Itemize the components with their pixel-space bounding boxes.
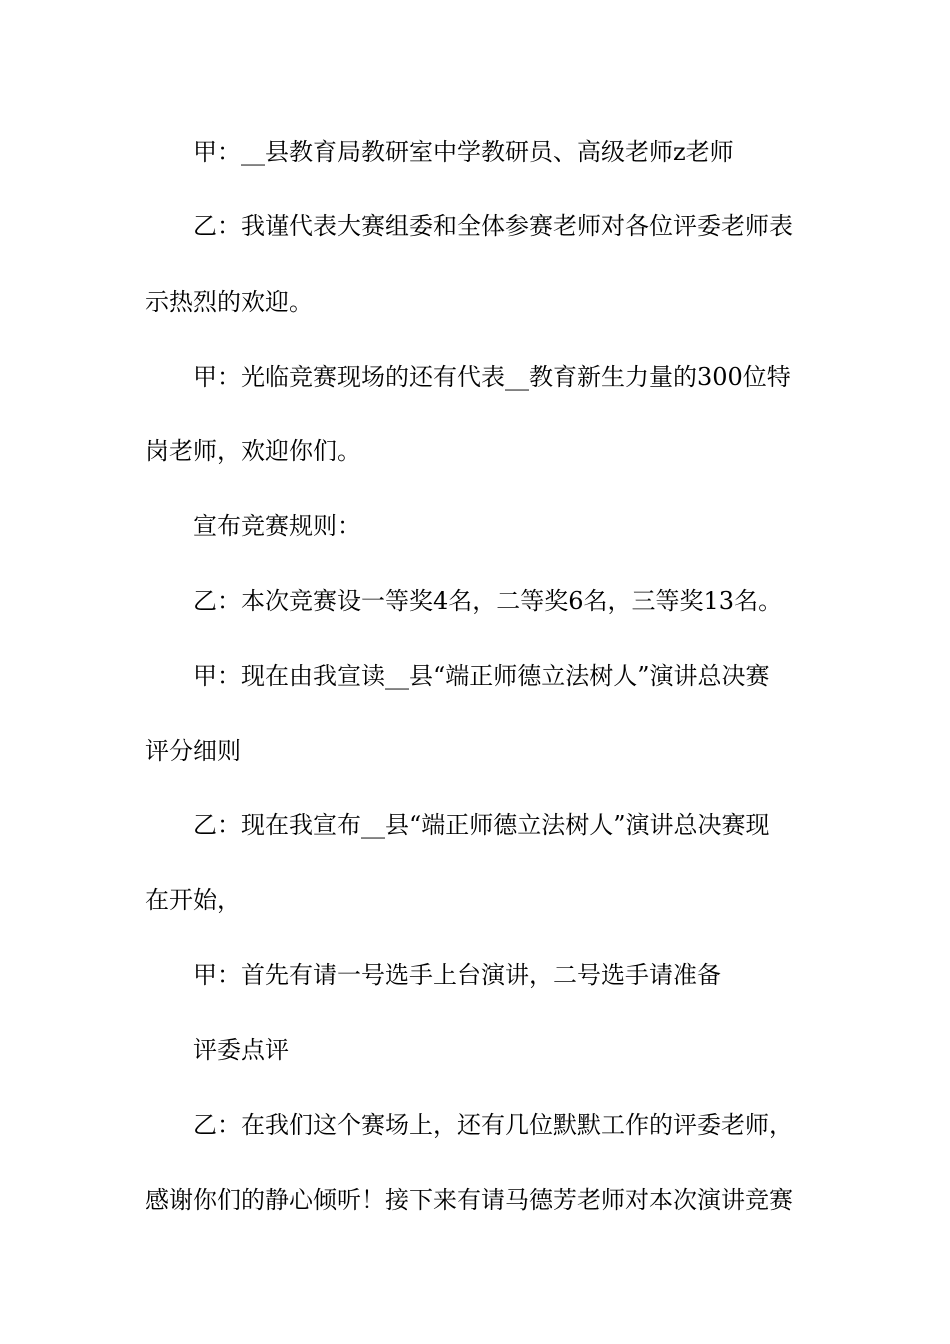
paragraph-line: 评委点评 bbox=[193, 1036, 289, 1064]
paragraph-line: 乙：我谨代表大赛组委和全体参赛老师对各位评委老师表 bbox=[193, 212, 793, 240]
paragraph-line: 甲：现在由我宣读__县“端正师德立法树人”演讲总决赛 bbox=[193, 662, 770, 690]
paragraph-line: 宣布竞赛规则： bbox=[193, 512, 361, 540]
paragraph-line: 感谢你们的静心倾听！接下来有请马德芳老师对本次演讲竞赛 bbox=[145, 1186, 793, 1214]
paragraph-line: 岗老师，欢迎你们。 bbox=[145, 437, 361, 465]
paragraph-line: 甲：__县教育局教研室中学教研员、高级老师z老师 bbox=[193, 138, 734, 166]
paragraph-line: 评分细则 bbox=[145, 737, 241, 765]
paragraph-line: 在开始， bbox=[145, 886, 241, 914]
paragraph-line: 乙：现在我宣布__县“端正师德立法树人”演讲总决赛现 bbox=[193, 811, 770, 839]
paragraph-line: 乙：在我们这个赛场上，还有几位默默工作的评委老师， bbox=[193, 1111, 793, 1139]
paragraph-line: 示热烈的欢迎。 bbox=[145, 288, 313, 316]
paragraph-line: 乙：本次竞赛设一等奖4名，二等奖6名，三等奖13名。 bbox=[193, 587, 783, 615]
paragraph-line: 甲：光临竞赛现场的还有代表__教育新生力量的300位特 bbox=[193, 363, 791, 391]
paragraph-line: 甲：首先有请一号选手上台演讲，二号选手请准备 bbox=[193, 961, 721, 989]
